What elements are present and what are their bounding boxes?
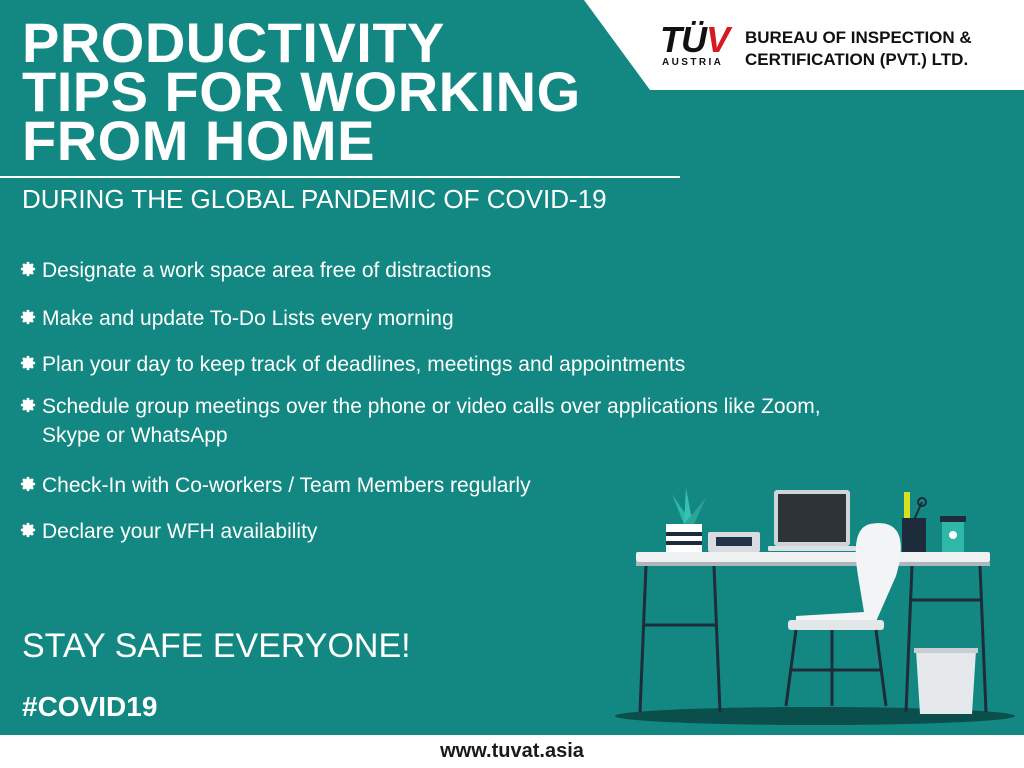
page-title [22,11,662,172]
sunburst-bullet-icon [20,397,36,413]
company-name [745,27,972,71]
desk-top [636,552,990,562]
title-line-1: PRODUCTIVITY [22,11,445,74]
title-divider [0,176,680,178]
tip-text: Declare your WFH availability [42,520,318,543]
sunburst-bullet-icon [20,309,36,325]
logo-mark: TÜV [660,19,730,60]
sunburst-bullet-icon [20,355,36,371]
laptop [768,490,856,551]
coffee-cup [940,516,966,552]
sunburst-bullet-icon [20,476,36,492]
tip-text: Check-In with Co-workers / Team Members regularly [42,474,531,497]
company-name-line-1: BUREAU OF INSPECTION & [745,28,972,47]
subtitle: DURING THE GLOBAL PANDEMIC OF COVID-19 [22,184,607,214]
potted-plant [662,488,706,552]
tip-text: Plan your day to keep track of deadlines, meetings and appointments [42,353,686,376]
sunburst-bullet-icon [20,522,36,538]
title-line-3: FROM HOME [22,109,375,172]
website-link[interactable]: www.tuvat.asia [440,740,584,762]
closing-message: STAY SAFE EVERYONE! [22,627,411,665]
tuv-austria-logo [660,20,740,72]
tip-text: Schedule group meetings over the phone or video calls over applications like Zoom, Skype or WhatsApp [42,395,821,447]
tip-text: Make and update To-Do Lists every morning [42,307,454,330]
title-line-2: TIPS FOR WORKING [22,60,581,123]
company-name-line-2: CERTIFICATION (PVT.) LTD. [745,50,969,69]
logo-subtext: AUSTRIA [662,57,724,68]
tip-text: Designate a work space area free of distractions [42,259,492,282]
pen-holder [902,492,926,552]
trash-bin [914,648,978,714]
hashtag: #COVID19 [22,691,158,722]
sunburst-bullet-icon [20,261,36,277]
home-office-desk-illustration [610,480,1024,735]
